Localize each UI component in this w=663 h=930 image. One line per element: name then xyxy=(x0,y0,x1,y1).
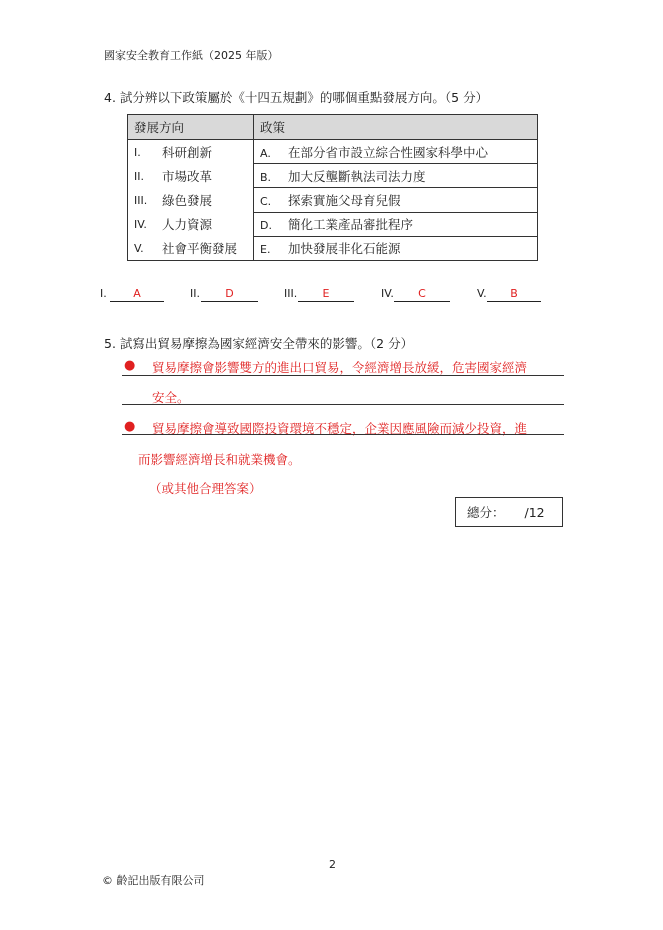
policy-item: D. 簡化工業產品審批程序 xyxy=(254,212,538,236)
policy-item: A. 在部分省市設立綜合性國家科學中心 xyxy=(254,140,538,164)
bullet-icon: ● xyxy=(124,419,136,434)
table-header-row xyxy=(128,115,538,140)
answer-2-line-1: 貿易摩擦會導致國際投資環境不穩定，企業因應風險而減少投資，進 xyxy=(152,421,528,436)
col-direction-header: 發展方向 xyxy=(128,115,254,140)
answer-label: I. xyxy=(100,287,107,300)
table-row xyxy=(128,140,538,164)
direction-item: III. 綠色發展 xyxy=(134,193,213,208)
score-label: 總分： xyxy=(467,505,505,520)
answer-1-line-1: 貿易摩擦會影響雙方的進出口貿易，令經濟增長放緩，危害國家經濟 xyxy=(152,360,528,375)
answer-1-line-2: 安全。 xyxy=(152,390,190,405)
answer-2-line-2: 而影響經濟增長和就業機會。 xyxy=(138,452,301,467)
policy-table xyxy=(127,114,538,261)
page-number: 2 xyxy=(329,858,336,871)
answer-note: （或其他合理答案） xyxy=(149,481,262,496)
question-4-answers xyxy=(0,287,663,303)
answer-line xyxy=(122,434,564,435)
answer-label: V. xyxy=(477,287,487,300)
answer-blank[interactable]: C xyxy=(394,287,450,302)
answer-label: III. xyxy=(284,287,298,300)
direction-item: V. 社會平衡發展 xyxy=(134,241,238,256)
answer-blank[interactable]: E xyxy=(298,287,354,302)
answer-blank[interactable]: A xyxy=(110,287,164,302)
question-5-text: 5. 試寫出貿易摩擦為國家經濟安全帶來的影響。（2 分） xyxy=(104,336,414,351)
policy-item: C. 探索實施父母育兒假 xyxy=(254,188,538,212)
direction-item: IV. 人力資源 xyxy=(134,217,213,232)
answer-line xyxy=(122,375,564,376)
policy-item: E. 加快發展非化石能源 xyxy=(254,236,538,260)
policy-item: B. 加大反壟斷執法司法力度 xyxy=(254,164,538,188)
direction-item: II. 市場改革 xyxy=(134,169,213,184)
copyright-footer: © 齡記出版有限公司 xyxy=(102,874,205,887)
directions-cell xyxy=(128,140,254,261)
answer-label: II. xyxy=(190,287,200,300)
question-4-text: 4. 試分辨以下政策屬於《十四五規劃》的哪個重點發展方向。（5 分） xyxy=(104,90,489,105)
answer-label: IV. xyxy=(381,287,394,300)
direction-item: I. 科研創新 xyxy=(134,145,213,160)
answer-blank[interactable]: B xyxy=(487,287,541,302)
answer-line xyxy=(122,404,564,405)
worksheet-header: 國家安全教育工作紙（2025 年版） xyxy=(104,49,279,62)
score-box xyxy=(455,497,563,527)
score-total: /12 xyxy=(524,504,545,520)
col-policy-header: 政策 xyxy=(254,115,538,140)
answer-blank[interactable]: D xyxy=(201,287,258,302)
bullet-icon: ● xyxy=(124,358,136,373)
